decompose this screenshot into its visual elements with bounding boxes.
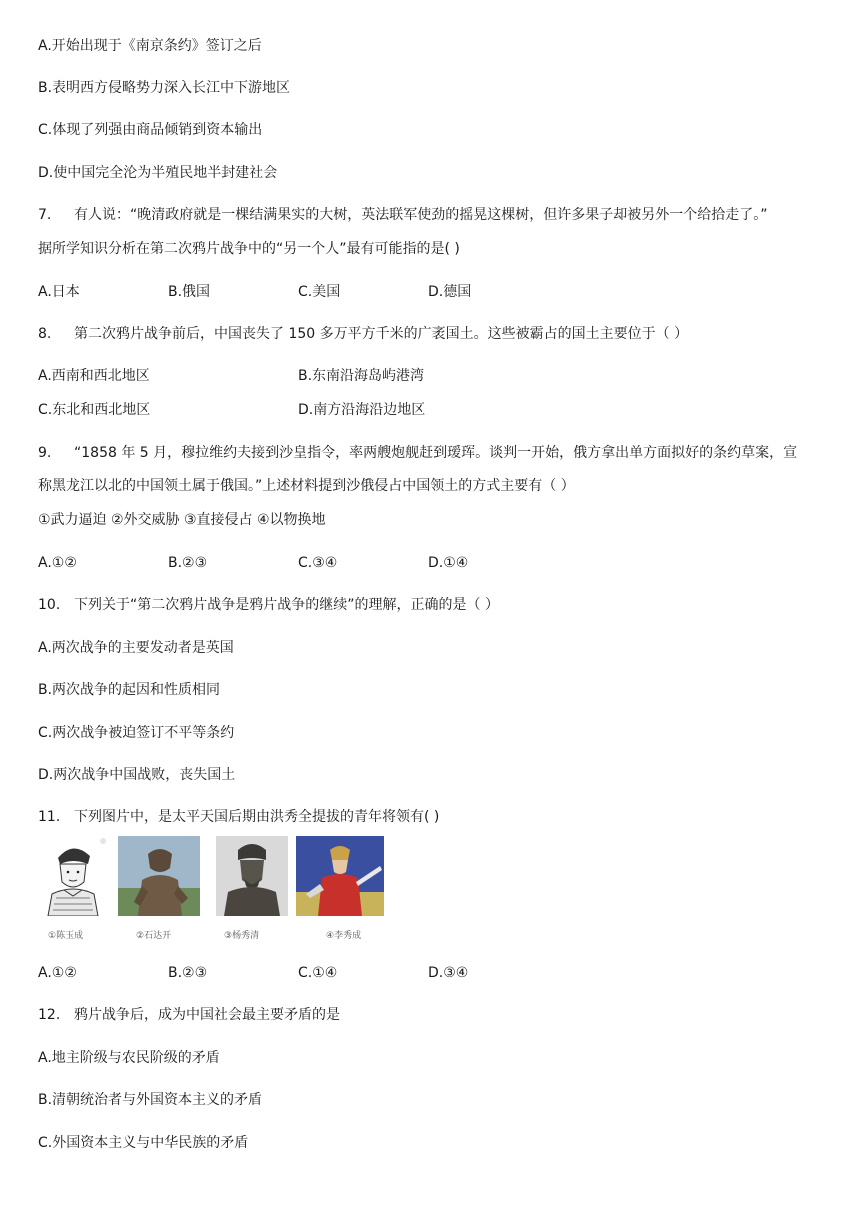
q11-option-b: B.②③ bbox=[168, 965, 208, 981]
q7-stem-line1 bbox=[38, 205, 768, 225]
q6-option-c: C.体现了列强由商品倾销到资本输出 bbox=[38, 122, 263, 138]
portrait-yang-xiuqing-image bbox=[216, 836, 288, 916]
q9-text: “1858 年 5 月，穆拉维约夫接到沙皇指令，率两艘炮舰赶到瑷珲。谈判一开始，俄方拿出单方面拟好的条约草案，宣 bbox=[74, 445, 798, 461]
q7-stem-line2: 据所学知识分析在第二次鸦片战争中的“另一个人”最有可能指的是( ) bbox=[38, 241, 460, 257]
q11-text: 下列图片中，是太平天国后期由洪秀全提拔的青年将领有( ) bbox=[74, 809, 440, 825]
q11-stem-line1 bbox=[38, 807, 439, 827]
q9-option-b: B.②③ bbox=[168, 555, 208, 571]
q12-option-c: C.外国资本主义与中华民族的矛盾 bbox=[38, 1135, 249, 1151]
caption-4: ④李秀成 bbox=[326, 931, 362, 941]
q10-option-c: C.两次战争被迫签订不平等条约 bbox=[38, 725, 235, 741]
q9-option-d: D.①④ bbox=[428, 555, 469, 571]
q6-option-b: B.表明西方侵略势力深入长江中下游地区 bbox=[38, 80, 291, 96]
caption-2: ②石达开 bbox=[136, 931, 172, 941]
q10-text: 下列关于“第二次鸦片战争是鸦片战争的继续”的理解，正确的是（ ） bbox=[74, 597, 499, 613]
q7-option-d: D.德国 bbox=[428, 284, 472, 300]
q11-option-d: D.③④ bbox=[428, 965, 469, 981]
q6-option-d: D.使中国完全沦为半殖民地半封建社会 bbox=[38, 165, 278, 181]
caption-1: ①陈玉成 bbox=[48, 931, 84, 941]
q12-number: 12. bbox=[38, 1007, 61, 1023]
q10-option-a: A.两次战争的主要发动者是英国 bbox=[38, 640, 234, 656]
q9-items: ①武力逼迫 ②外交威胁 ③直接侵占 ④以物换地 bbox=[38, 512, 326, 528]
q7-number: 7. bbox=[38, 207, 52, 223]
q11-portrait-strip bbox=[38, 836, 398, 946]
q10-option-d: D.两次战争中国战败，丧失国土 bbox=[38, 767, 236, 783]
decorative-dot bbox=[100, 838, 106, 844]
q8-option-c: C.东北和西北地区 bbox=[38, 402, 151, 418]
q9-number: 9. bbox=[38, 445, 52, 461]
q11-option-a: A.①② bbox=[38, 965, 77, 981]
q9-option-c: C.③④ bbox=[298, 555, 338, 571]
q12-option-b: B.清朝统治者与外国资本主义的矛盾 bbox=[38, 1092, 263, 1108]
q8-option-a: A.西南和西北地区 bbox=[38, 368, 150, 384]
q8-option-b: B.东南沿海岛屿港湾 bbox=[298, 368, 425, 384]
q6-option-a: A.开始出现于《南京条约》签订之后 bbox=[38, 38, 262, 54]
portrait-shi-dakai-image bbox=[118, 836, 200, 916]
q9-stem-line2: 称黑龙江以北的中国领土属于俄国。”上述材料提到沙俄侵占中国领土的方式主要有（ ） bbox=[38, 478, 575, 494]
portrait-li-xiucheng-image bbox=[296, 836, 384, 916]
caption-3: ③杨秀清 bbox=[224, 931, 260, 941]
q10-number: 10. bbox=[38, 597, 61, 613]
q12-text: 鸦片战争后，成为中国社会最主要矛盾的是 bbox=[74, 1007, 340, 1023]
q7-text: 有人说：“晚清政府就是一棵结满果实的大树，英法联军使劲的摇晃这棵树，但许多果子却被另外一个给拾走了。” bbox=[74, 207, 768, 223]
q10-stem-line1 bbox=[38, 595, 499, 615]
q12-option-a: A.地主阶级与农民阶级的矛盾 bbox=[38, 1050, 220, 1066]
portrait-chen-yucheng-image bbox=[38, 836, 108, 916]
q7-option-b: B.俄国 bbox=[168, 284, 211, 300]
q9-option-a: A.①② bbox=[38, 555, 77, 571]
q8-text: 第二次鸦片战争前后，中国丧失了 150 多万平方千米的广袤国土。这些被霸占的国土主要位于（ ） bbox=[74, 326, 689, 342]
q8-number: 8. bbox=[38, 326, 52, 342]
q7-option-c: C.美国 bbox=[298, 284, 341, 300]
q8-stem-line1 bbox=[38, 324, 688, 344]
q10-option-b: B.两次战争的起因和性质相同 bbox=[38, 682, 221, 698]
q11-number: 11. bbox=[38, 809, 61, 825]
q8-option-d: D.南方沿海沿边地区 bbox=[298, 402, 426, 418]
q9-stem-line1 bbox=[38, 443, 797, 463]
q7-option-a: A.日本 bbox=[38, 284, 80, 300]
q12-stem-line1 bbox=[38, 1005, 340, 1025]
q11-option-c: C.①④ bbox=[298, 965, 338, 981]
